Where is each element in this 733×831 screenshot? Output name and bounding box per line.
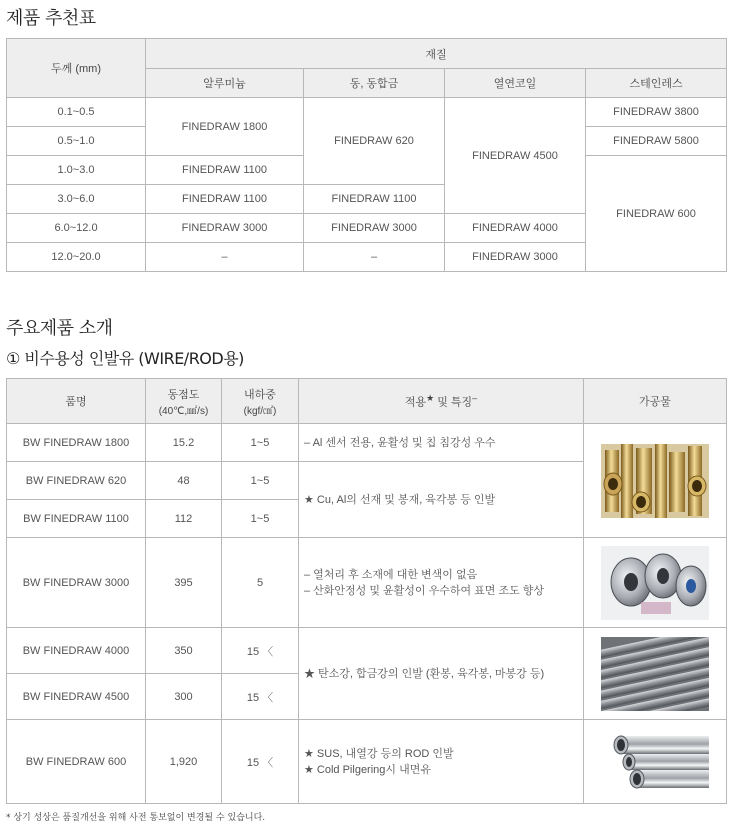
table-row [7, 720, 727, 804]
product-image-cell [584, 720, 727, 804]
feature-text [299, 538, 584, 628]
viscosity-value: 350 [146, 628, 222, 674]
star-icon: ★ [426, 392, 435, 403]
header-product: 가공물 [584, 379, 727, 424]
dash-icon: – [472, 392, 478, 403]
feature-line: ★ Cold Pilgering시 내면유 [304, 763, 431, 776]
viscosity-value: 15.2 [146, 424, 222, 462]
viscosity-value: 112 [146, 500, 222, 538]
feature-text: – Al 센서 전용, 윤활성 및 칩 침강성 우수 [299, 424, 584, 462]
thickness-cell: 1.0~3.0 [7, 156, 146, 185]
stainless-pipes-image [601, 732, 709, 792]
product-image-cell [584, 628, 727, 720]
product-name: BW FINEDRAW 600 [7, 720, 146, 804]
header-aluminum: 알루미늄 [146, 69, 304, 98]
header-viscosity [146, 379, 222, 424]
feature-line: – 산화안정성 및 윤활성이 우수하여 표면 조도 향상 [304, 584, 545, 597]
product-cell: FINEDRAW 620 [304, 98, 445, 185]
section-title-recommendation: 제품 추천표 [6, 8, 96, 29]
load-unit: (kgf/㎠) [243, 405, 277, 417]
header-material: 재질 [146, 39, 727, 69]
recommendation-table [6, 38, 727, 272]
footnote: * 상기 성상은 품질개선을 위해 사전 통보없이 변경될 수 있습니다. [6, 813, 266, 823]
product-table [6, 378, 727, 804]
product-cell: FINEDRAW 1100 [146, 185, 304, 214]
product-image-cell [584, 538, 727, 628]
viscosity-value: 48 [146, 462, 222, 500]
steel-bars-image [601, 637, 709, 711]
product-name: BW FINEDRAW 620 [7, 462, 146, 500]
section-title-products: 주요제품 소개 [6, 318, 113, 339]
product-cell: FINEDRAW 3800 [586, 98, 727, 127]
header-copper: 동, 동합금 [304, 69, 445, 98]
product-cell: FINEDRAW 600 [586, 156, 727, 272]
viscosity-label: 동점도 [167, 388, 200, 401]
header-stainless: 스테인레스 [586, 69, 727, 98]
viscosity-value: 1,920 [146, 720, 222, 804]
load-value: 15 〈 [222, 628, 299, 674]
thickness-cell: 6.0~12.0 [7, 214, 146, 243]
thickness-cell: 0.1~0.5 [7, 98, 146, 127]
thickness-cell: 0.5~1.0 [7, 127, 146, 156]
product-cell: FINEDRAW 3000 [445, 243, 586, 272]
viscosity-value: 300 [146, 674, 222, 720]
product-name: BW FINEDRAW 1800 [7, 424, 146, 462]
thickness-cell: 3.0~6.0 [7, 185, 146, 214]
load-value: 1~5 [222, 462, 299, 500]
feature-line: ★ SUS, 내열강 등의 ROD 인발 [304, 747, 454, 760]
product-name: BW FINEDRAW 1100 [7, 500, 146, 538]
feature-text [299, 720, 584, 804]
load-value: 5 [222, 538, 299, 628]
wire-spools-image [601, 546, 709, 620]
header-hot-coil: 열연코일 [445, 69, 586, 98]
load-value: 15 〈 [222, 674, 299, 720]
load-value: 1~5 [222, 500, 299, 538]
product-name: BW FINEDRAW 4000 [7, 628, 146, 674]
section-subtitle: ① 비수용성 인발유 (WIRE/ROD용) [6, 349, 244, 368]
product-cell: – [146, 243, 304, 272]
load-label: 내하중 [244, 388, 276, 401]
product-cell: FINEDRAW 5800 [586, 127, 727, 156]
product-name: BW FINEDRAW 4500 [7, 674, 146, 720]
feature-label: 적용 [404, 396, 427, 409]
product-cell: FINEDRAW 3000 [146, 214, 304, 243]
product-name: BW FINEDRAW 3000 [7, 538, 146, 628]
header-thickness: 두께 (mm) [7, 39, 146, 98]
thickness-cell: 12.0~20.0 [7, 243, 146, 272]
load-value: 1~5 [222, 424, 299, 462]
feature-text: ★ Cu, Al의 선재 및 봉재, 육각봉 등 인발 [299, 462, 584, 538]
product-cell: FINEDRAW 4500 [445, 98, 586, 214]
product-cell: FINEDRAW 4000 [445, 214, 586, 243]
load-value: 15 〈 [222, 720, 299, 804]
table-row [7, 628, 727, 674]
header-feature [299, 379, 584, 424]
table-row [7, 538, 727, 628]
header-name: 품명 [7, 379, 146, 424]
header-load [222, 379, 299, 424]
product-image-cell [584, 424, 727, 538]
feature-line: – 열처리 후 소재에 대한 변색이 없음 [304, 568, 478, 581]
product-cell: FINEDRAW 1100 [146, 156, 304, 185]
brass-tubes-image [601, 444, 709, 518]
product-cell: – [304, 243, 445, 272]
product-cell: FINEDRAW 1800 [146, 98, 304, 156]
feature-and-label: 및 특징 [434, 396, 473, 409]
product-cell: FINEDRAW 3000 [304, 214, 445, 243]
viscosity-value: 395 [146, 538, 222, 628]
product-cell: FINEDRAW 1100 [304, 185, 445, 214]
table-row [7, 424, 727, 462]
table-row [7, 98, 727, 127]
viscosity-unit: (40℃,㎟/s) [158, 405, 209, 417]
feature-text: ★ 탄소강, 합금강의 인발 (환봉, 육각봉, 마봉강 등) [299, 628, 584, 720]
